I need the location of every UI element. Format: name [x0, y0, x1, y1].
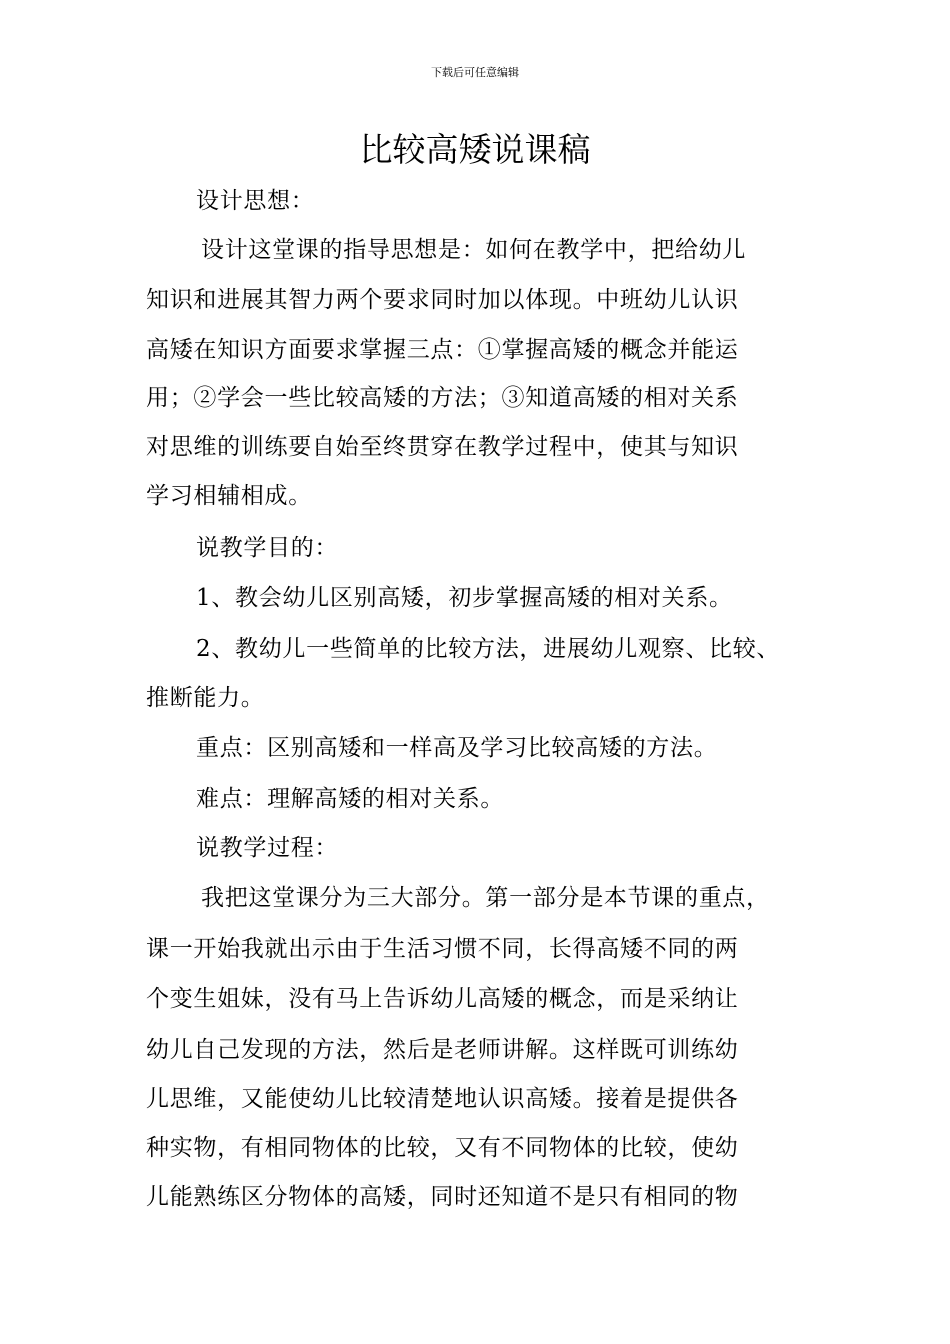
- paragraph-line: 用；②学会一些比较高矮的方法；③知道高矮的相对关系: [146, 385, 739, 411]
- paragraph-line: 种实物，有相同物体的比较，又有不同物体的比较，使幼: [146, 1135, 739, 1161]
- paragraph-line: 幼儿自己发现的方法，然后是老师讲解。这样既可训练幼: [146, 1037, 739, 1063]
- document-title: 比较高矮说课稿: [359, 130, 591, 169]
- paragraph-line: 课一开始我就出示由于生活习惯不同，长得高矮不同的两: [146, 936, 739, 962]
- paragraph-line: 高矮在知识方面要求掌握三点：①掌握高矮的概念并能运: [146, 337, 739, 363]
- key-point: 重点：区别高矮和一样高及学习比较高矮的方法。: [196, 735, 718, 761]
- paragraph-line: 推断能力。: [146, 685, 265, 711]
- paragraph-line: 个变生姐妹，没有马上告诉幼儿高矮的概念，而是采纳让: [146, 986, 739, 1012]
- paragraph-line: 儿能熟练区分物体的高矮，同时还知道不是只有相同的物: [146, 1184, 739, 1210]
- paragraph-line: 儿思维，又能使幼儿比较清楚地认识高矮。接着是提供各: [146, 1086, 739, 1112]
- header-note: 下载后可任意编辑: [431, 66, 519, 79]
- paragraph-line: 我把这堂课分为三大部分。第一部分是本节课的重点，: [201, 885, 770, 911]
- goal-item-2: 2、教幼儿一些简单的比较方法，进展幼儿观察、比较、: [196, 636, 781, 662]
- goal-item-1: 1、教会幼儿区别高矮，初步掌握高矮的相对关系。: [196, 585, 733, 611]
- section-heading-teaching-goals: 说教学目的：: [196, 535, 339, 561]
- section-heading-design-idea: 设计思想：: [196, 188, 315, 214]
- paragraph-line: 设计这堂课的指导思想是：如何在教学中，把给幼儿: [201, 237, 747, 263]
- paragraph-line: 知识和进展其智力两个要求同时加以体现。中班幼儿认识: [146, 287, 739, 313]
- section-heading-teaching-process: 说教学过程：: [196, 835, 339, 861]
- paragraph-line: 学习相辅相成。: [146, 483, 312, 509]
- difficult-point: 难点：理解高矮的相对关系。: [196, 786, 505, 812]
- paragraph-line: 对思维的训练要自始至终贯穿在教学过程中，使其与知识: [146, 434, 739, 460]
